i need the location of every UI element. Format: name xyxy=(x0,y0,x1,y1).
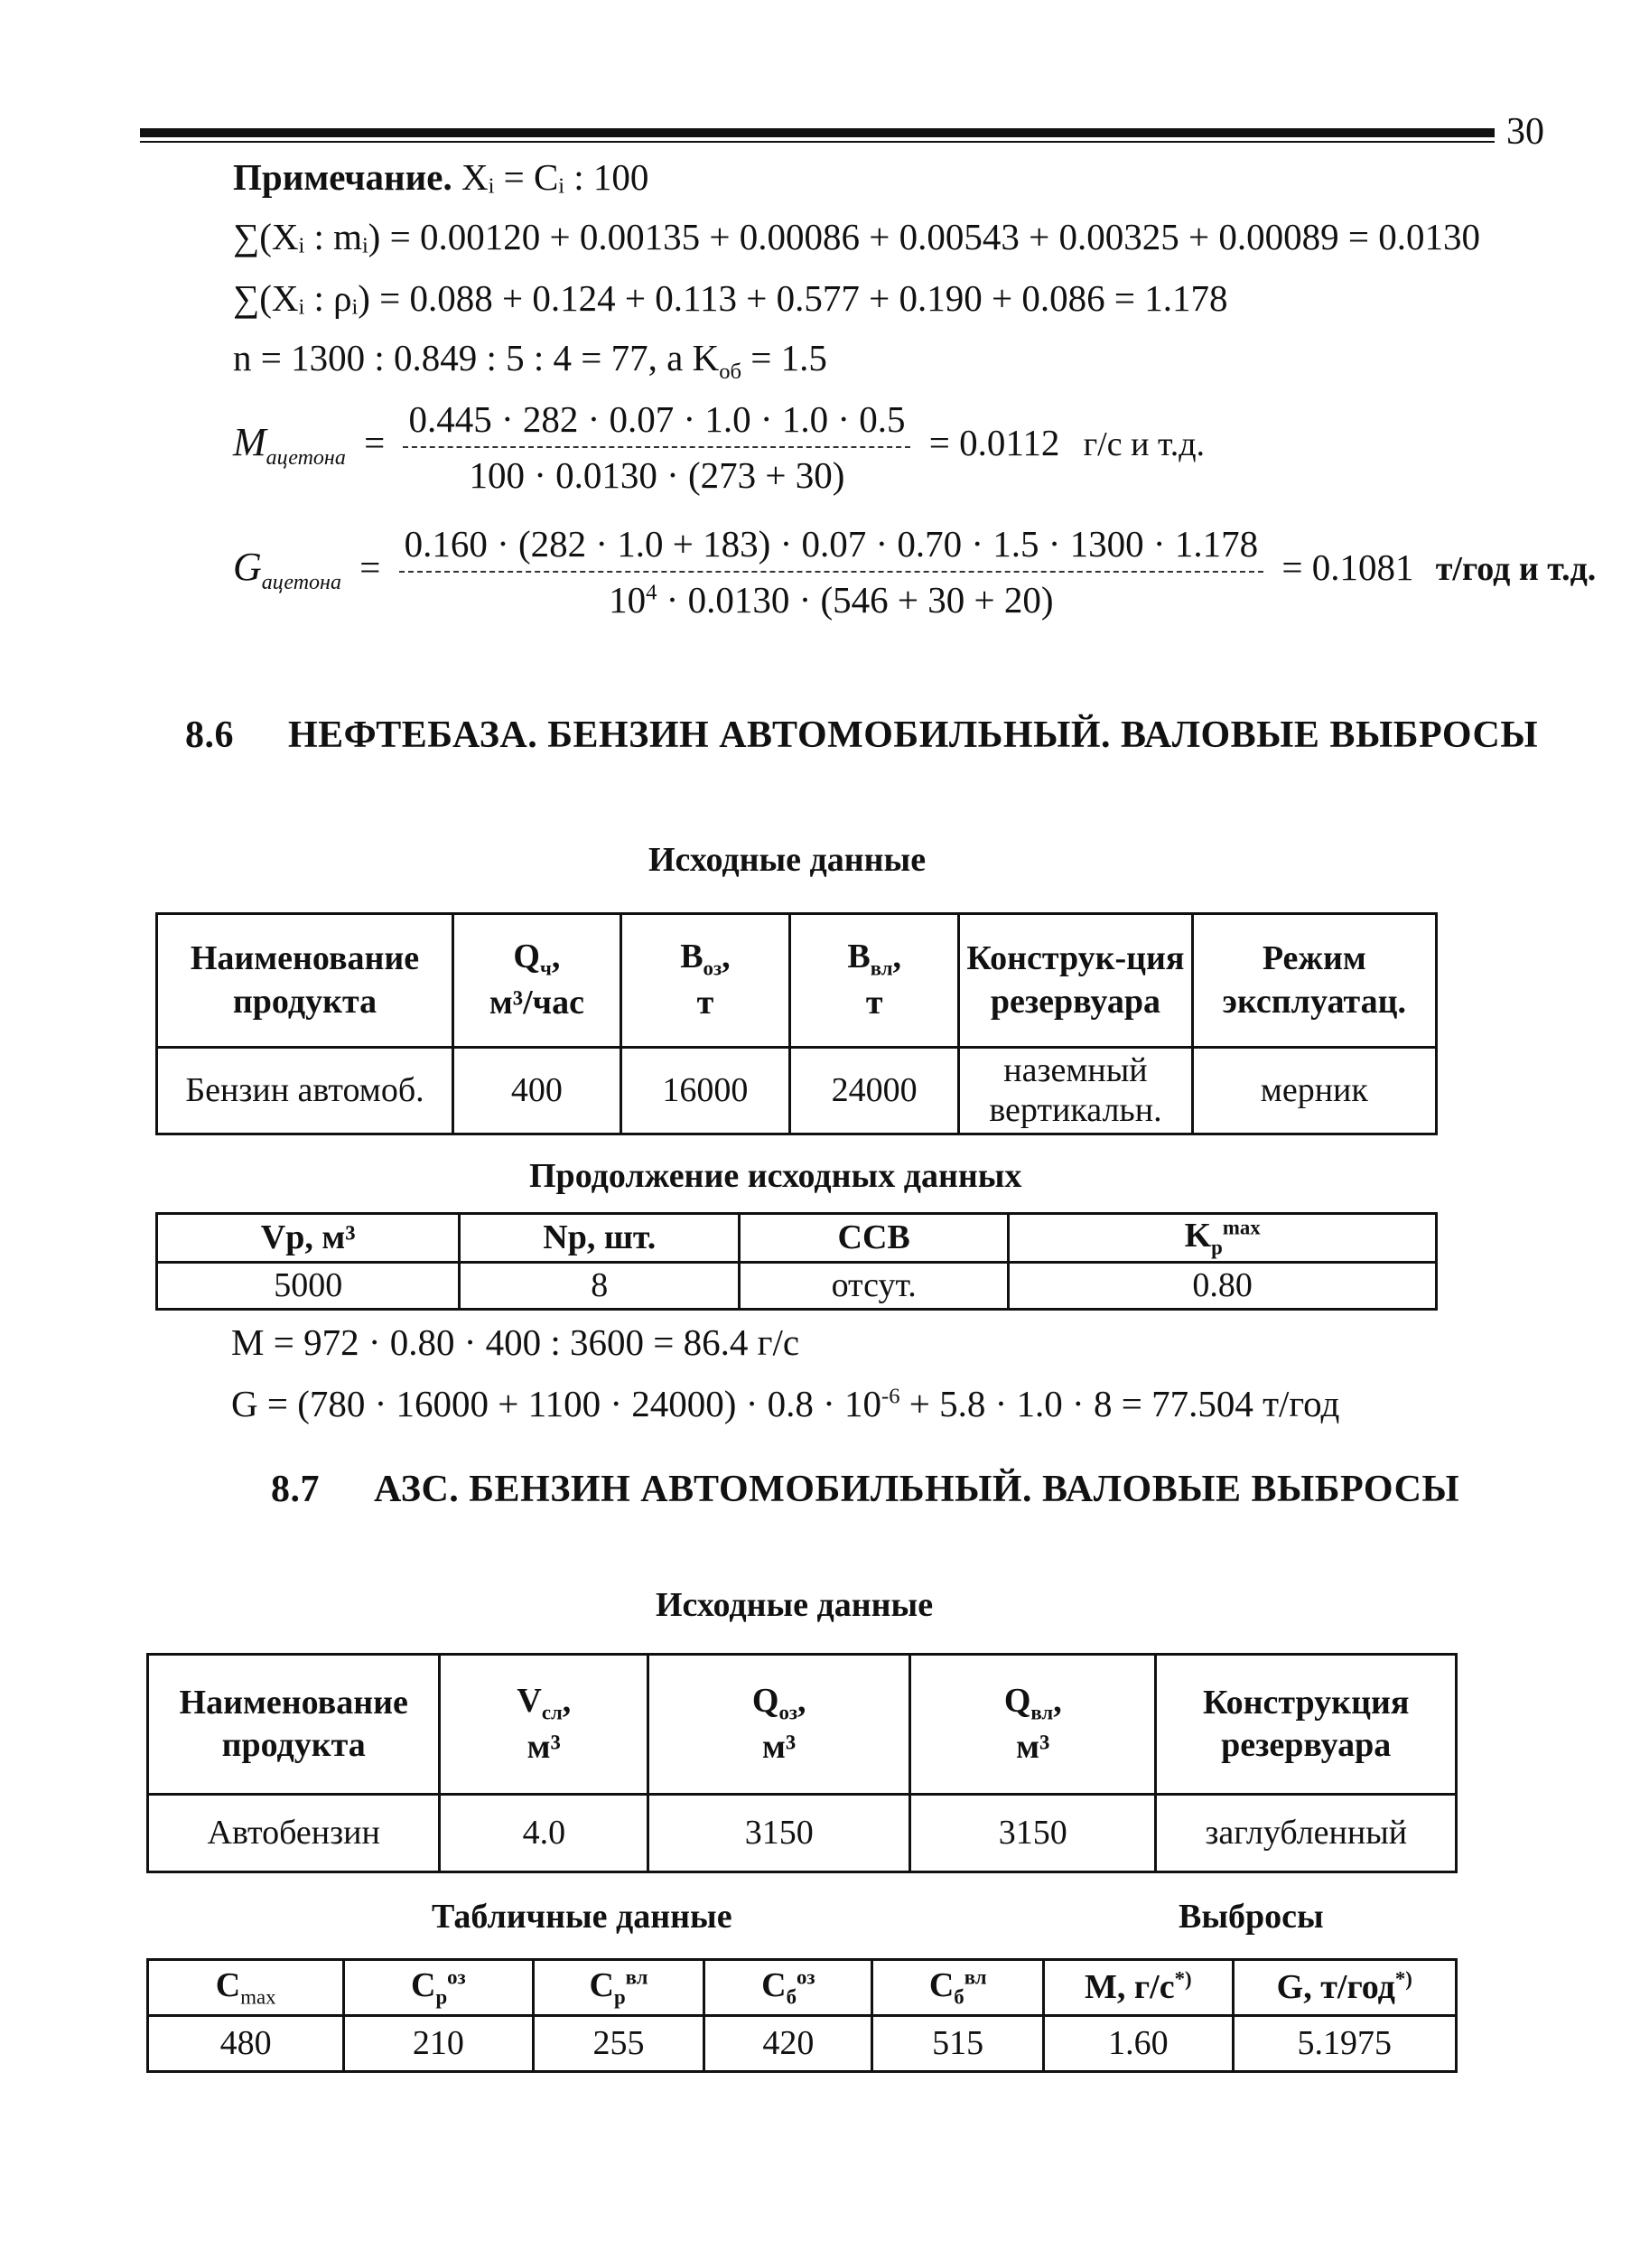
td-c-p-vl: 255 xyxy=(533,2016,704,2072)
th-g-emission: G, т/год*) xyxy=(1233,1960,1456,2016)
td-product-name: Автобензин xyxy=(148,1795,440,1872)
note-label: Примечание. xyxy=(233,156,452,198)
header-rule-thin xyxy=(140,141,1495,143)
th-c-b-vl: $C_б^{вл}$ xyxy=(872,1960,1044,2016)
td-construction: заглубленный xyxy=(1156,1795,1457,1872)
th-b-vl: $B_{вл}$, т xyxy=(790,914,959,1048)
td-mode: мерник xyxy=(1192,1048,1436,1134)
th-construction: Конструк-ция резервуара xyxy=(959,914,1192,1048)
formula-g-symbol: $G_{ацетона}$ xyxy=(233,545,341,595)
th-vp: Vр, м³ xyxy=(157,1214,460,1263)
td-q-oz: 3150 xyxy=(648,1795,910,1872)
section-8-6-number: 8.6 xyxy=(185,714,234,756)
n-line-sub: об xyxy=(719,359,742,385)
td-g-emission: 5.1975 xyxy=(1233,2016,1456,2072)
formula-g-denominator: $10^4 \cdot 0.0130 \cdot (546 + 30 + 20)$ xyxy=(609,579,1054,621)
note-text: Xᵢ = Cᵢ : 100 xyxy=(452,156,649,198)
th-c-max: $C_{max}$ xyxy=(148,1960,344,2016)
table-8-6-cont xyxy=(155,1212,1438,1311)
table-header-row xyxy=(148,1655,1457,1795)
calc-g-part-a: G = (780 · 16000 + 1100 · 24000) · 0.8 · 10 xyxy=(231,1383,882,1424)
th-m-emission: M, г/с*) xyxy=(1044,1960,1233,2016)
th-mode: Режим эксплуатац. xyxy=(1192,914,1436,1048)
td-v-sl: 4.0 xyxy=(440,1795,648,1872)
formula-m-symbol: $M_{ацетона}$ xyxy=(233,420,346,471)
td-q-vl: 3150 xyxy=(910,1795,1156,1872)
sum-rho-line: ∑(Xᵢ : ρᵢ) = 0.088 + 0.124 + 0.113 + 0.577 + 0.190 + 0.086 = 1.178 xyxy=(233,277,1228,319)
calc-g-exponent: -6 xyxy=(881,1384,900,1409)
table-8-7-initial xyxy=(146,1653,1458,1873)
calc-g-line xyxy=(231,1382,1339,1425)
th-product-name: Наименование продукта xyxy=(157,914,453,1048)
table-row xyxy=(148,1795,1457,1872)
table-header-row xyxy=(148,1960,1457,2016)
formula-g-unit: т/год и т.д. xyxy=(1435,550,1597,589)
th-c-b-oz: $C_б^{оз}$ xyxy=(704,1960,872,2016)
section-8-6-heading xyxy=(185,714,1538,757)
td-c-p-oz: 210 xyxy=(344,2016,533,2072)
section-8-7-caption-table: Табличные данные xyxy=(432,1898,732,1936)
th-q-hour: $Q_ч$, м³/час xyxy=(453,914,621,1048)
section-8-6-caption: Исходные данные xyxy=(648,841,927,879)
section-8-7-caption-emissions: Выбросы xyxy=(1179,1898,1324,1936)
formula-m-numerator: 0.445 · 282 · 0.07 · 1.0 · 1.0 · 0.5 xyxy=(403,397,910,448)
table-row xyxy=(148,2016,1457,2072)
section-8-6-caption-cont: Продолжение исходных данных xyxy=(529,1157,1022,1195)
td-product-name: Бензин автомоб. xyxy=(157,1048,453,1134)
td-c-max: 480 xyxy=(148,2016,344,2072)
th-ssv: ССВ xyxy=(740,1214,1009,1263)
formula-m-result: = 0.0112 xyxy=(928,422,1060,464)
calc-g-part-b: + 5.8 · 1.0 · 8 = 77.504 т/год xyxy=(899,1383,1340,1424)
table-row xyxy=(157,1263,1437,1310)
formula-g-result: = 0.1081 xyxy=(1281,546,1414,589)
table-row xyxy=(157,1048,1437,1134)
td-b-vl: 24000 xyxy=(790,1048,959,1134)
calc-m-line: M = 972 · 0.80 · 400 : 3600 = 86.4 г/с xyxy=(231,1321,800,1363)
formula-m-denominator: 100 · 0.0130 · (273 + 30) xyxy=(469,454,845,496)
th-product-name: Наименование продукта xyxy=(148,1655,440,1795)
section-8-7-number: 8.7 xyxy=(271,1469,320,1510)
td-b-oz: 16000 xyxy=(620,1048,789,1134)
th-q-oz: $Q_{оз}$, м³ xyxy=(648,1655,910,1795)
table-8-6-initial xyxy=(155,912,1438,1135)
td-c-b-vl: 515 xyxy=(872,2016,1044,2072)
formula-m-unit: г/с и т.д. xyxy=(1083,425,1206,464)
th-kp-max: $K_р^{max}$ xyxy=(1009,1214,1437,1263)
section-8-7-caption: Исходные данные xyxy=(656,1586,934,1624)
th-np: Nр, шт. xyxy=(460,1214,740,1263)
table-header-row xyxy=(157,914,1437,1048)
td-construction: наземный вертикальн. xyxy=(959,1048,1192,1134)
header-rule xyxy=(140,128,1495,137)
n-line-tail: = 1.5 xyxy=(741,337,827,378)
note-line xyxy=(233,155,648,199)
formula-g-numerator: 0.160 · (282 · 1.0 + 183) · 0.07 · 0.70 · 1.5 · 1300 · 1.178 xyxy=(399,522,1264,573)
th-b-oz: $B_{оз}$, т xyxy=(620,914,789,1048)
n-line-text: n = 1300 : 0.849 : 5 : 4 = 77, а K xyxy=(233,337,720,378)
n-line xyxy=(233,336,827,385)
section-8-7-heading xyxy=(271,1468,1459,1511)
formula-m: $M_{ацетона}$ = $\frac{0.445 \cdot 282 \cdot 0.07 \cdot 1.0 \cdot 1.0 \cdot 0.5}{100 \cdot 0.0130 \cdot (273 + 30)}$ = 0.0112 г/с и т.д. xyxy=(233,398,1206,496)
th-v-sl: $V_{сл}$, м³ xyxy=(440,1655,648,1795)
formula-g: $G_{ацетона}$ = $\frac{0.160 \cdot (282 \cdot 1.0 + 183) \cdot 0.07 \cdot 0.70 \cdot 1.5 \cdot 1300 \cdot 1.178}{10^4 \cdot 0.0130 \cdot (546 + 30 + 20)}$ = 0.1081 т/год и т.д. xyxy=(233,523,1597,621)
th-q-vl: $Q_{вл}$, м³ xyxy=(910,1655,1156,1795)
th-construction: Конструкция резервуара xyxy=(1156,1655,1457,1795)
th-c-p-vl: $C_р^{вл}$ xyxy=(533,1960,704,2016)
td-ssv: отсут. xyxy=(740,1263,1009,1310)
formula-g-fraction xyxy=(399,522,1264,621)
section-8-7-title: АЗС. БЕНЗИН АВТОМОБИЛЬНЫЙ. ВАЛОВЫЕ ВЫБРОСЫ xyxy=(374,1469,1460,1510)
td-m-emission: 1.60 xyxy=(1044,2016,1233,2072)
section-8-6-title: НЕФТЕБАЗА. БЕНЗИН АВТОМОБИЛЬНЫЙ. ВАЛОВЫЕ ВЫБРОСЫ xyxy=(288,714,1539,756)
td-vp: 5000 xyxy=(157,1263,460,1310)
td-np: 8 xyxy=(460,1263,740,1310)
th-c-p-oz: $C_р^{оз}$ xyxy=(344,1960,533,2016)
td-kp-max: 0.80 xyxy=(1009,1263,1437,1310)
td-q-hour: 400 xyxy=(453,1048,621,1134)
table-8-7-tabular xyxy=(146,1958,1458,2073)
sum-m-line: ∑(Xᵢ : mᵢ) = 0.00120 + 0.00135 + 0.00086 + 0.00543 + 0.00325 + 0.00089 = 0.0130 xyxy=(233,216,1480,257)
page-number: 30 xyxy=(1506,111,1544,153)
table-header-row xyxy=(157,1214,1437,1263)
formula-m-fraction xyxy=(403,397,910,497)
td-c-b-oz: 420 xyxy=(704,2016,872,2072)
